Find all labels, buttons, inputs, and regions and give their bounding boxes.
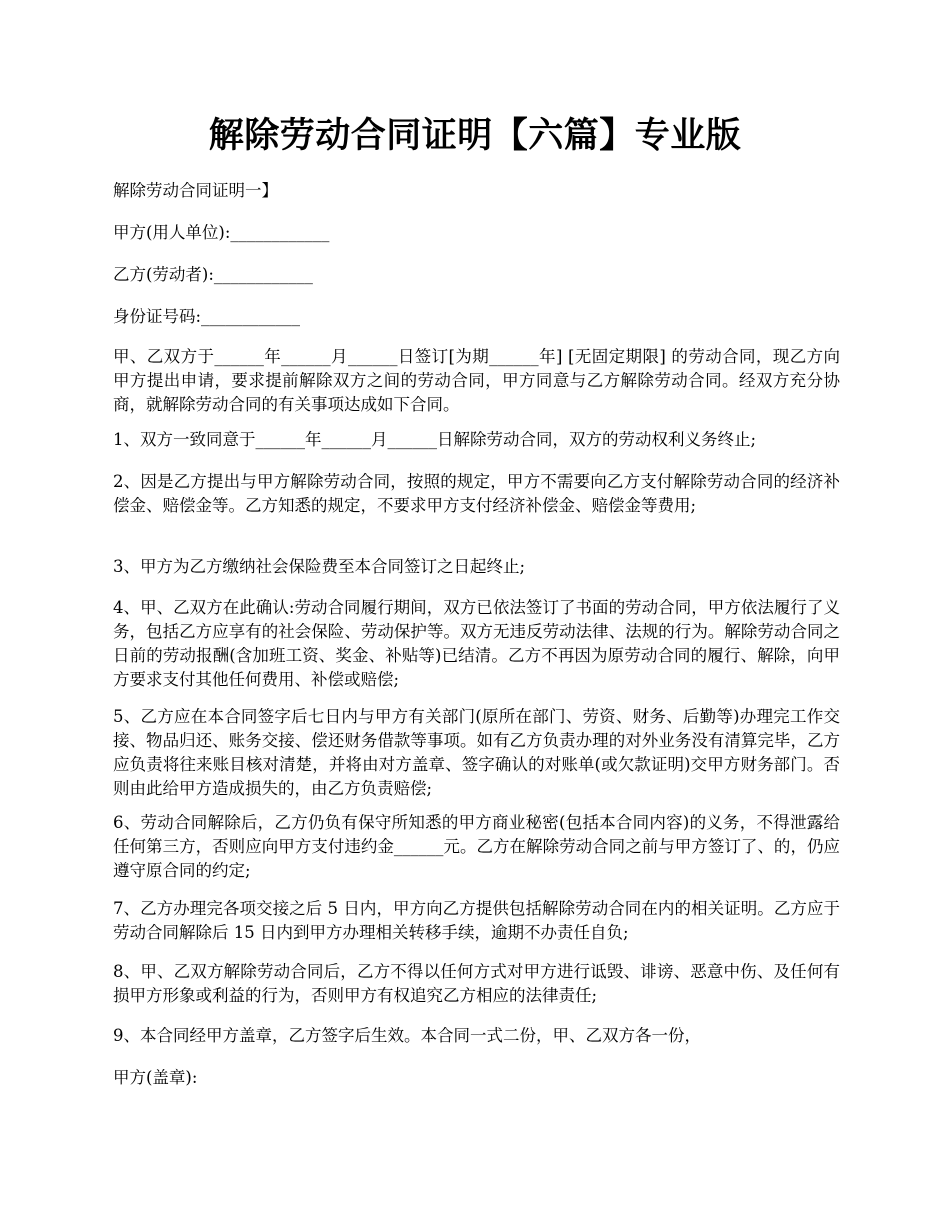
id-number-line: 身份证号码:____________ <box>113 307 301 326</box>
party-a-line: 甲方(用人单位):____________ <box>113 223 330 242</box>
party-a-seal-line: 甲方(盖章): <box>113 1068 198 1087</box>
document-title: 解除劳动合同证明【六篇】专业版 <box>208 115 742 156</box>
section-heading: 解除劳动合同证明一】 <box>113 181 278 200</box>
clause-6: 6、劳动合同解除后，乙方仍负有保守所知悉的甲方商业秘密(包括本合同内容)的义务，不得泄露给任何第三方，否则应向甲方支付违约金______元。乙方在解除劳动合同之前与甲方签订了、的，仍应遵守原合同的约定; <box>113 813 840 880</box>
clause-9: 9、本合同经甲方盖章，乙方签字后生效。本合同一式二份，甲、乙双方各一份， <box>113 1026 701 1045</box>
party-b-line: 乙方(劳动者):____________ <box>113 265 313 284</box>
clause-8: 8、甲、乙双方解除劳动合同后，乙方不得以任何方式对甲方进行诋毁、诽谤、恶意中伤、及任何有损甲方形象或利益的行为，否则甲方有权追究乙方相应的法律责任; <box>113 962 840 1005</box>
clause-5: 5、乙方应在本合同签字后七日内与甲方有关部门(原所在部门、劳资、财务、后勤等)办理完工作交接、物品归还、账务交接、偿还财务借款等事项。如有乙方负责办理的对外业务没有清算完毕，乙方应负责将往来账目核对清楚，并将由对方盖章、签字确认的对账单(或欠款证明)交甲方财务部门。否则由此给甲方造成损失的，由乙方负责赔偿; <box>113 707 840 798</box>
clause-2: 2、因是乙方提出与甲方解除劳动合同，按照的规定，甲方不需要向乙方支付解除劳动合同的经济补偿金、赔偿金等。乙方知悉的规定，不要求甲方支付经济补偿金、赔偿金等费用; <box>113 472 840 515</box>
clause-4: 4、甲、乙双方在此确认:劳动合同履行期间，双方已依法签订了书面的劳动合同，甲方依法履行了义务，包括乙方应享有的社会保险、劳动保护等。双方无违反劳动法律、法规的行为。解除劳动合同之日前的劳动报酬(含加班工资、奖金、补贴等)已结清。乙方不再因为原劳动合同的履行、解除，向甲方要求支付其他任何费用、补偿或赔偿; <box>113 598 840 689</box>
intro-paragraph: 甲、乙双方于______年______月______日签订[为期______年] [无固定期限] 的劳动合同，现乙方向甲方提出申请，要求提前解除双方之间的劳动合同，甲方同意与乙方解除劳动合同。经双方充分协商，就解除劳动合同的有关事项达成如下合同。 <box>113 347 840 414</box>
clause-7: 7、乙方办理完各项交接之后 5 日内，甲方向乙方提供包括解除劳动合同在内的相关证明。乙方应于劳动合同解除后 15 日内到甲方办理相关转移手续，逾期不办责任自负; <box>113 899 840 942</box>
clause-1: 1、双方一致同意于______年______月______日解除劳动合同，双方的劳动权利义务终止; <box>113 430 757 449</box>
clause-3: 3、甲方为乙方缴纳社会保险费至本合同签订之日起终止; <box>113 557 526 576</box>
